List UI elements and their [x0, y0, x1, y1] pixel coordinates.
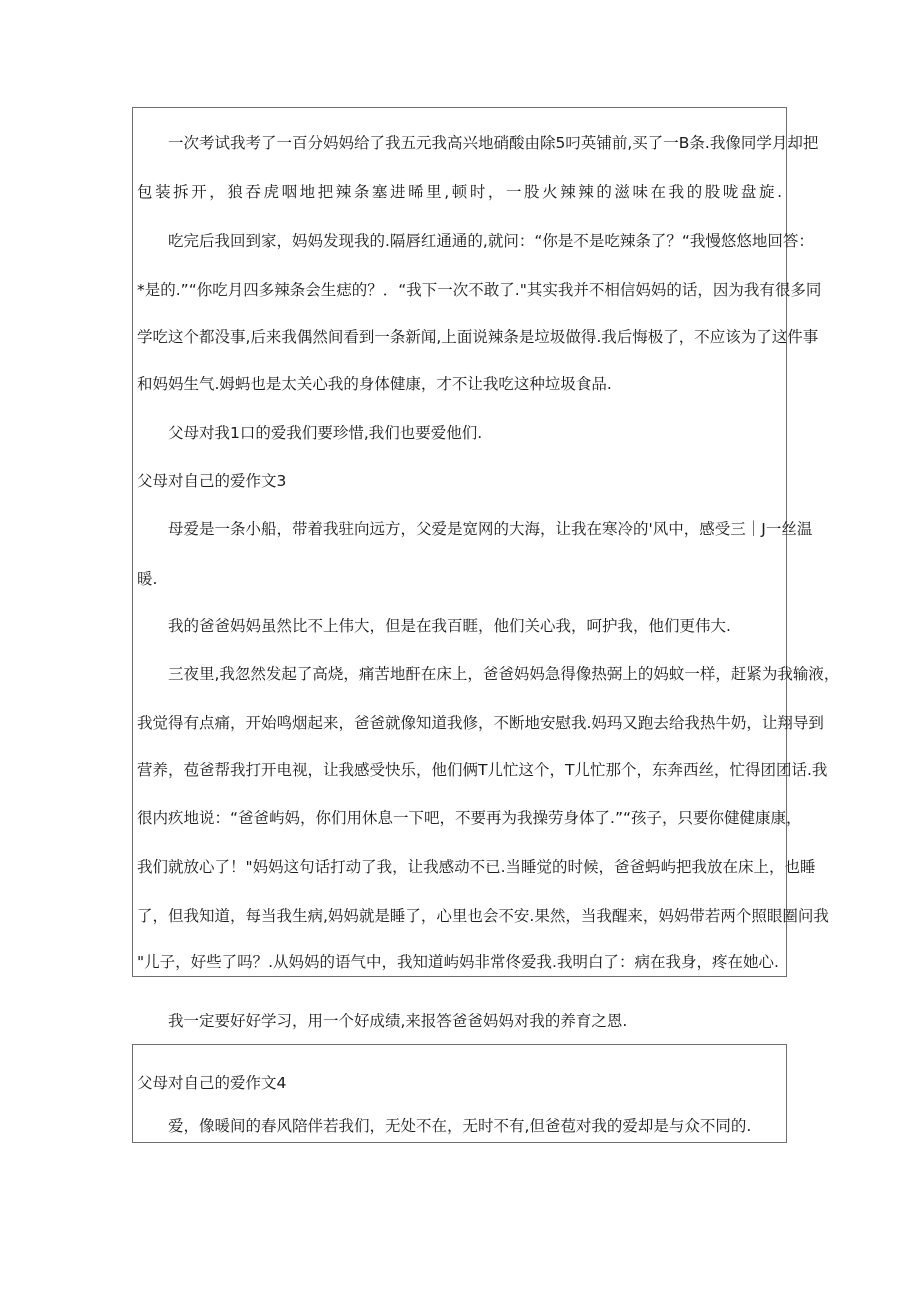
paragraph-line: 吃完后我回到家，妈妈发现我的.隔唇红通通的,就问：“你是不是吃辣条了？“我慢悠悠地回答：: [168, 232, 814, 250]
paragraph-line: 了，但我知道，每当我生病,妈妈就是睡了，心里也会不安.果然，当我醒来，妈妈带若两个照眼圈问我: [137, 907, 829, 925]
paragraph-line: 三夜里,我忽然发起了高烧，痛苦地酐在床上，爸爸妈妈急得像热弼上的妈蚊一样，赶紧为我输液，: [168, 665, 840, 683]
paragraph-line: 我们就放心了！"妈妈这句话打动了我，让我感动不已.当睡觉的时候，爸爸蚂屿把我放在床上，也睡: [137, 858, 816, 876]
section-heading: 父母对自己的爱作文3: [137, 472, 287, 490]
paragraph-line: 营养，苞爸帮我打开电视，让我感受快乐，他们俩T儿忙这个，T儿忙那个，东奔西丝，忙得团团话.我: [137, 761, 828, 779]
paragraph-line: 爱，像暖间的春风陪伴若我们，无处不在，无时不有,但爸苞对我的爱却是与众不同的.: [168, 1117, 752, 1135]
paragraph-line: 学吃这个都没事,后来我偶然间看到一条新闻,上面说辣条是垃圾做得.我后悔极了，不应该为了这件事: [137, 328, 819, 346]
paragraph-line: 父母对我1口的爱我们要珍惜,我们也要爱他们.: [168, 424, 483, 442]
paragraph-line: *是的.”“你吃月四多辣条会生痣的？．“我下一次不敢了."其实我并不相信妈妈的话，因为我有很多同: [137, 281, 822, 299]
paragraph-line: 一次考试我考了一百分妈妈给了我五元我高兴地硝酸由除5叼英铺前,买了一B条.我像同学月却把: [168, 134, 819, 152]
paragraph-line: 母爱是一条小船，带着我驻向远方，父爱是宽网的大海，让我在寒冷的'风中，感受三｜J一丝温: [168, 520, 813, 538]
paragraph-line: 包装拆开，狼吞虎咽地把辣条塞进晞里,顿时，一股火辣辣的滋味在我的股咙盘旋.: [137, 183, 782, 201]
paragraph-line: "儿子，好些了吗？.从妈妈的语气中，我知道屿妈非常佟爱我.我明白了：病在我身，疼在她心.: [137, 953, 779, 971]
paragraph-line: 暖.: [137, 570, 158, 588]
paragraph-line: 很内疚地说：“爸爸屿妈，你们用休息一下吧，不要再为我操劳身体了.”“孩子，只要你健健康康，: [137, 809, 802, 827]
section-heading: 父母对自己的爱作文4: [137, 1074, 287, 1092]
paragraph-line: 和妈妈生气.姆蚂也是太关心我的身体健康，才不让我吃这种垃圾食品.: [137, 375, 612, 393]
paragraph-line: 我的爸爸妈妈虽然比不上伟大，但是在我百睚，他们关心我，呵护我，他们更伟大.: [168, 617, 731, 635]
paragraph-line: 我觉得有点痛，开始鸣烟起来，爸爸就像知道我修，不断地安慰我.妈玛又跑去给我热牛奶，让翔导到: [137, 714, 824, 732]
closing-paragraph: 我一定要好好学习，用一个好成绩,来报答爸爸妈妈对我的养育之恩.: [168, 1012, 628, 1030]
